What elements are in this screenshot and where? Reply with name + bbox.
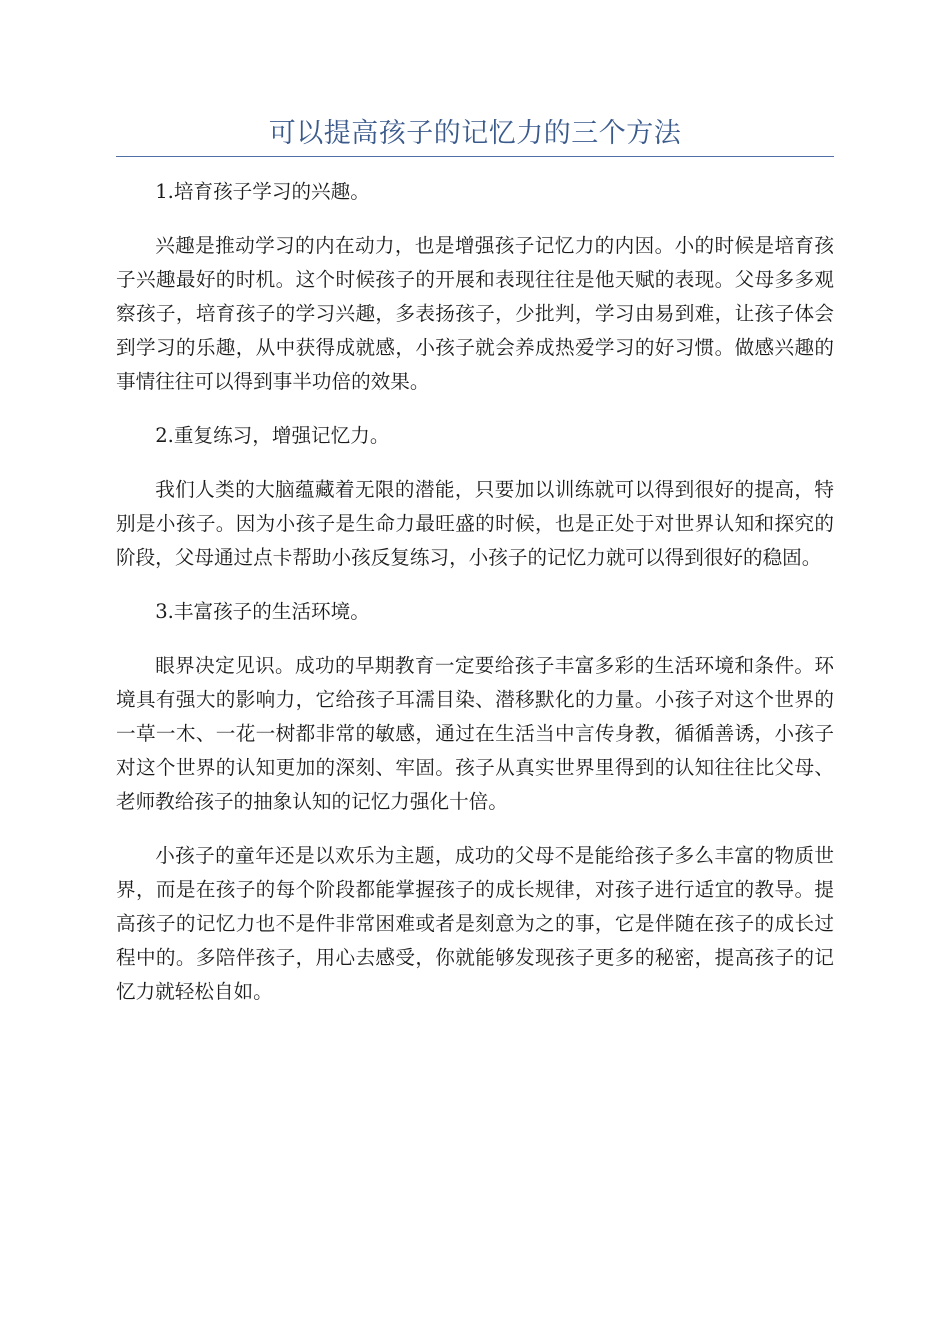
paragraph-2: 我们人类的大脑蕴藏着无限的潜能，只要加以训练就可以得到很好的提高，特别是小孩子。因为小孩子是生命力最旺盛的时候，也是正处于对世界认知和探究的阶段，父母通过点卡帮助小孩反复练习，小孩子的记忆力就可以得到很好的稳固。 bbox=[116, 478, 834, 569]
title-underline bbox=[116, 156, 834, 157]
heading-3: 3.丰富孩子的生活环境。 bbox=[155, 600, 370, 623]
heading-1: 1.培育孩子学习的兴趣。 bbox=[155, 180, 370, 203]
document-page bbox=[116, 112, 834, 1009]
paragraph-1: 兴趣是推动学习的内在动力，也是增强孩子记忆力的内因。小的时候是培育孩子兴趣最好的时机。这个时候孩子的开展和表现往往是他天赋的表现。父母多多观察孩子，培育孩子的学习兴趣，多表扬孩子，少批判，学习由易到难，让孩子体会到学习的乐趣，从中获得成就感，小孩子就会养成热爱学习的好习惯。做感兴趣的事情往往可以得到事半功倍的效果。 bbox=[116, 234, 834, 393]
paragraph-3: 眼界决定见识。成功的早期教育一定要给孩子丰富多彩的生活环境和条件。环境具有强大的影响力，它给孩子耳濡目染、潜移默化的力量。小孩子对这个世界的一草一木、一花一树都非常的敏感，通过在生活当中言传身教，循循善诱，小孩子对这个世界的认知更加的深刻、牢固。孩子从真实世界里得到的认知往往比父母、老师教给孩子的抽象认知的记忆力强化十倍。 bbox=[116, 654, 834, 813]
document-title: 可以提高孩子的记忆力的三个方法 bbox=[268, 118, 682, 149]
paragraph-4: 小孩子的童年还是以欢乐为主题，成功的父母不是能给孩子多么丰富的物质世界，而是在孩子的每个阶段都能掌握孩子的成长规律，对孩子进行适宜的教导。提高孩子的记忆力也不是件非常困难或者是刻意为之的事，它是伴随在孩子的成长过程中的。多陪伴孩子，用心去感受，你就能够发现孩子更多的秘密，提高孩子的记忆力就轻松自如。 bbox=[116, 844, 834, 1003]
heading-2: 2.重复练习，增强记忆力。 bbox=[155, 424, 390, 447]
